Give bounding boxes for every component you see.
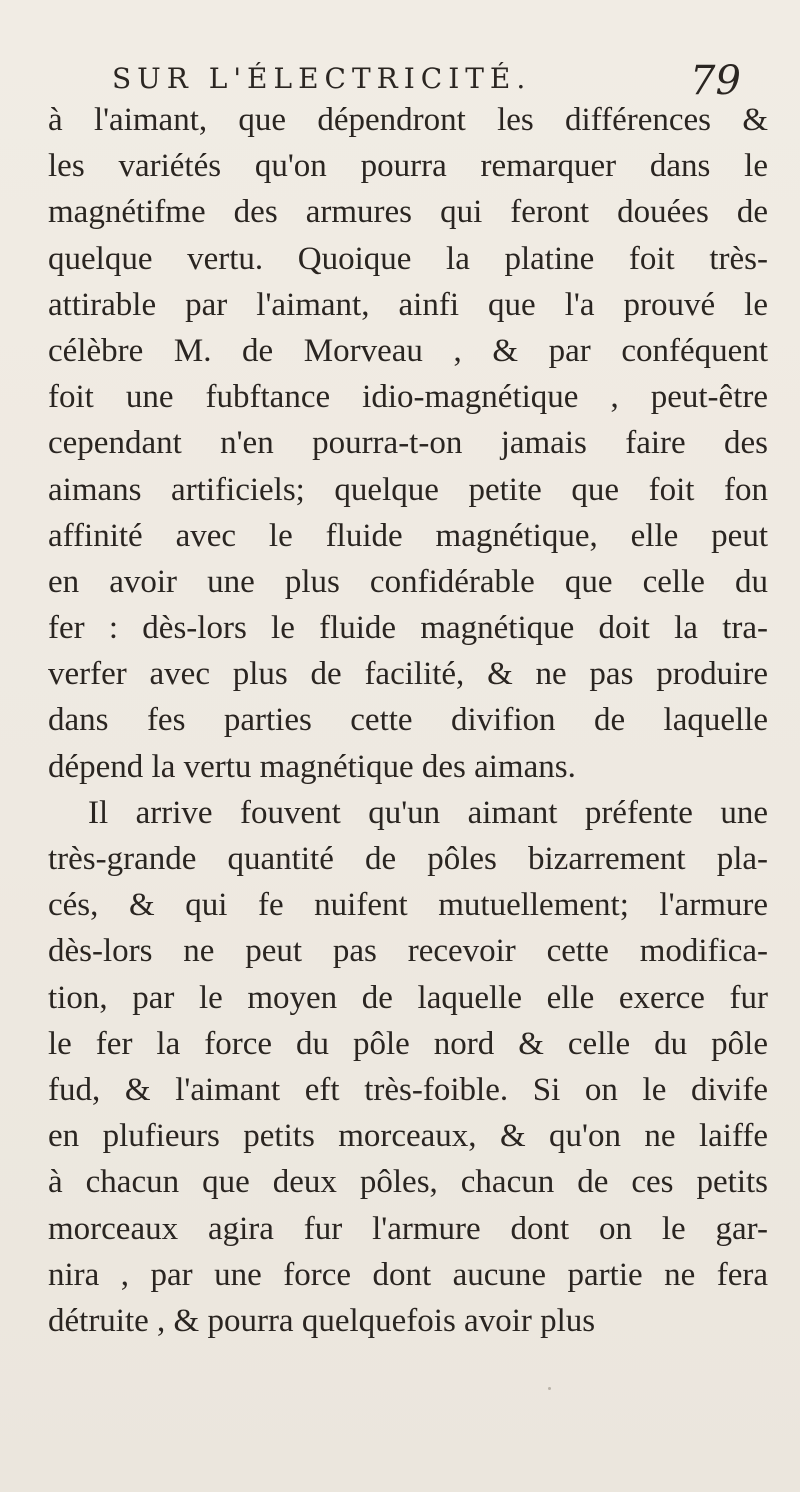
text-line: verfer avec plus de facilité, & ne pas produire	[48, 656, 768, 693]
text-line: attirable par l'aimant, ainfi que l'a prouvé le	[48, 286, 768, 323]
text-line: en avoir une plus confidérable que celle du	[48, 563, 768, 600]
text-line: à chacun que deux pôles, chacun de ces petits	[48, 1164, 768, 1201]
paragraph-start-line: Il arrive fouvent qu'un aimant préfente une	[88, 794, 768, 831]
text-line: affinité avec le fluide magnétique, elle peut	[48, 517, 768, 554]
text-line: quelque vertu. Quoique la platine foit très-	[48, 240, 768, 277]
text-line: nira , par une force dont aucune partie ne fera	[48, 1256, 768, 1293]
text-line: fer : dès-lors le fluide magnétique doit la tra-	[48, 610, 768, 647]
text-line: fud, & l'aimant eft très-foible. Si on le divife	[48, 1071, 768, 1108]
page-number: 79	[690, 58, 741, 104]
text-line: à l'aimant, que dépendront les différences &	[48, 102, 768, 138]
text-line: très-grande quantité de pôles bizarrement pla-	[48, 841, 768, 877]
paragraph-end-line: dépend la vertu magnétique des aimans.	[48, 748, 576, 785]
text-line: dans fes parties cette divifion de laquelle	[48, 702, 768, 739]
running-title: SUR L'ÉLECTRICITÉ.	[112, 62, 532, 95]
text-line: dès-lors ne peut pas recevoir cette modifica-	[48, 933, 768, 970]
text-line: le fer la force du pôle nord & celle du pôle	[48, 1025, 768, 1062]
body-text	[48, 97, 768, 1344]
text-line: tion, par le moyen de laquelle elle exerce fur	[48, 979, 768, 1016]
page-end-line: détruite , & pourra quelquefois avoir plus	[48, 1302, 596, 1339]
paper-speck	[548, 1387, 551, 1390]
text-line: aimans artificiels; quelque petite que foit fon	[48, 471, 768, 508]
text-line: magnétifme des armures qui feront douées de	[48, 194, 768, 231]
text-line: célèbre M. de Morveau , & par conféquent	[48, 332, 768, 369]
text-line: en plufieurs petits morceaux, & qu'on ne laiffe	[48, 1118, 768, 1155]
text-line: foit une fubftance idio-magnétique , peut-être	[48, 379, 768, 416]
text-line: les variétés qu'on pourra remarquer dans le	[48, 148, 768, 185]
text-line: cés, & qui fe nuifent mutuellement; l'armure	[48, 887, 768, 924]
text-line: cependant n'en pourra-t-on jamais faire des	[48, 425, 768, 462]
text-line: morceaux agira fur l'armure dont on le gar-	[48, 1210, 768, 1247]
